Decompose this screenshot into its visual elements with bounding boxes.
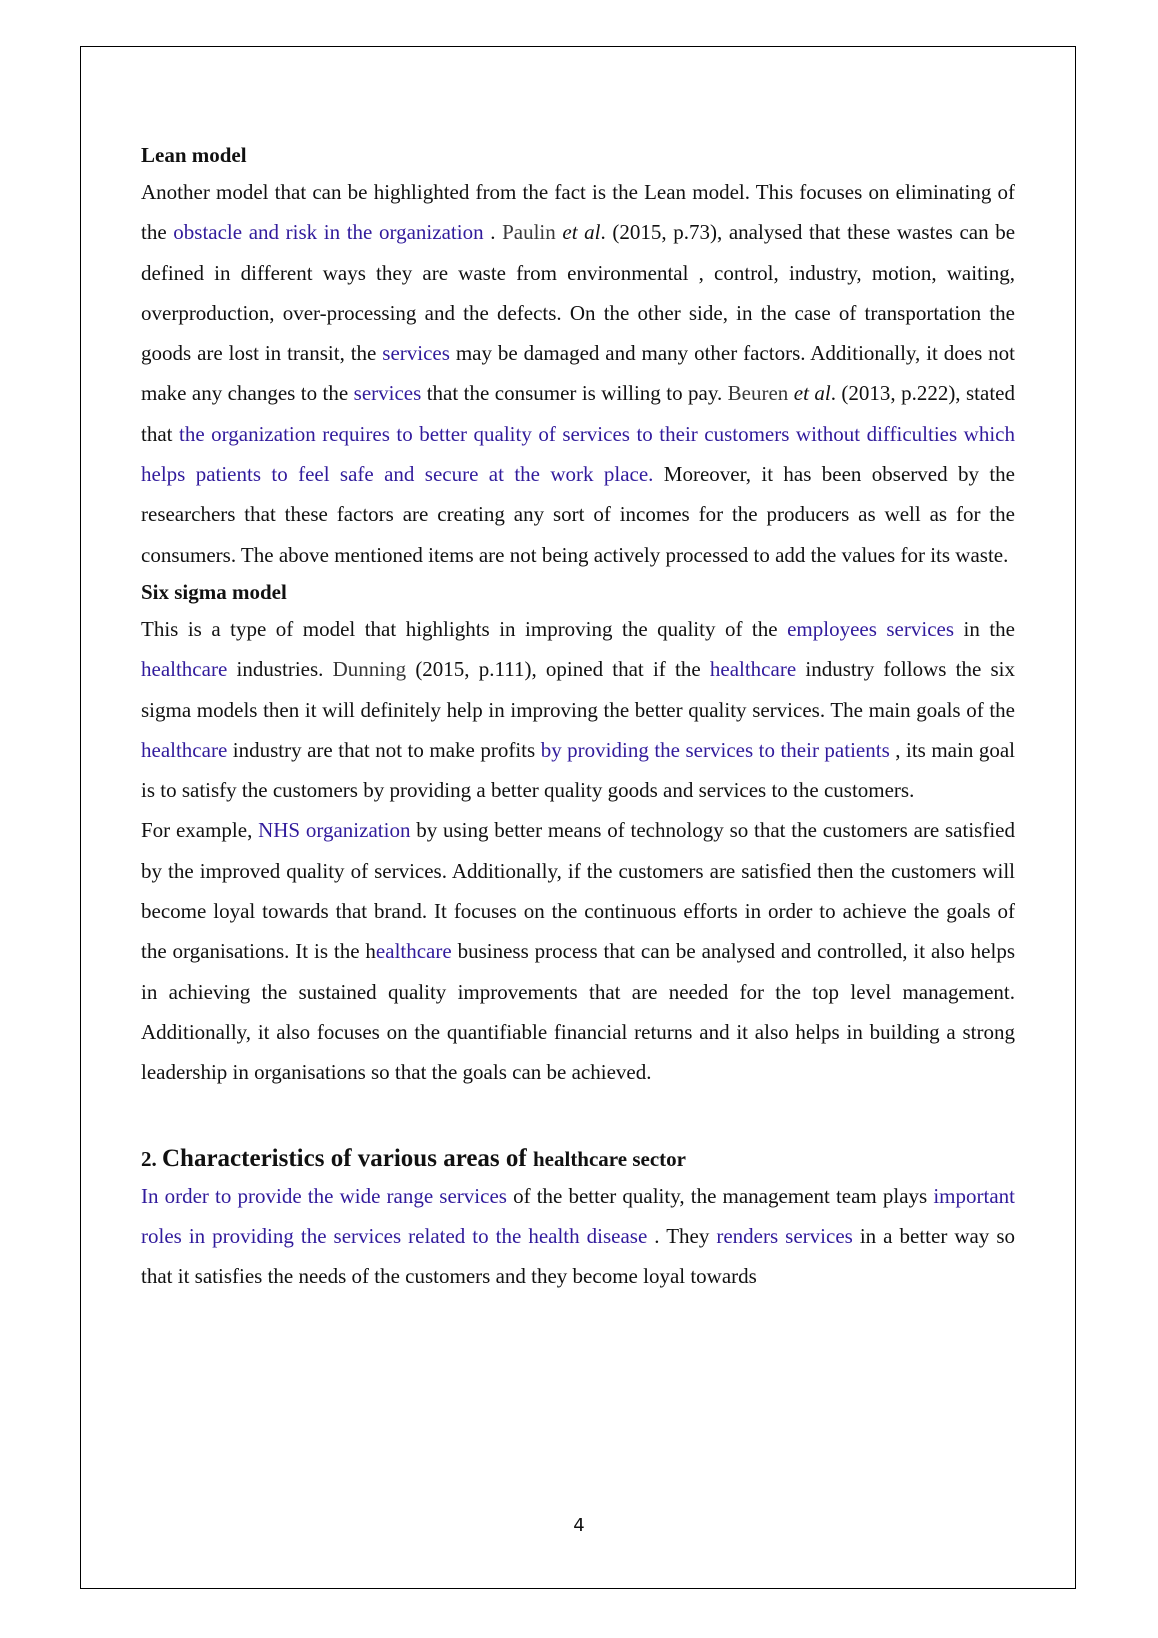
document-body <box>141 138 1015 1296</box>
hyperlink-renders-services[interactable]: renders services <box>716 1223 853 1248</box>
hyperlink-healthcare[interactable]: ealthcare <box>375 939 452 964</box>
hyperlink-wide-range-services[interactable]: In order to provide the wide range services <box>141 1183 507 1208</box>
text: industry follows the six sigma models then it will definitely help in improving the better quality services. The main goals of the <box>141 657 1015 722</box>
text: This is a type of model that highlights in improving the quality of the <box>141 616 788 641</box>
text: industry are that not to make profits <box>227 737 541 762</box>
text: in a better way so that it satisfies the needs of the customers and they become loyal towards <box>141 1223 1015 1289</box>
hyperlink-providing-services[interactable]: by providing the services to their patients <box>540 737 890 762</box>
page-number: 4 <box>573 1515 585 1536</box>
text: . (2013, p.222), stated that <box>141 381 1015 446</box>
text: Another model that can be highlighted from the fact is the Lean model. This focuses on eliminating of the <box>141 180 1015 245</box>
hyperlink-healthcare[interactable]: healthcare <box>141 737 228 762</box>
hyperlink-nhs-organization[interactable]: NHS organization <box>258 818 411 843</box>
section-heading-characteristics <box>141 1139 1015 1176</box>
hyperlink-healthcare[interactable]: healthcare <box>709 657 797 682</box>
hyperlink-services[interactable]: services <box>353 381 422 406</box>
text: of the better quality, the management team plays <box>506 1183 934 1208</box>
text: by using better means of technology so that the customers are satisfied by the improved quality of services. Additionally, if the customers are satisfied then the customers will become loyal towards that brand. It focuses on the continuous efforts in order to achieve the goals of the organisations. It is the h <box>141 818 1015 964</box>
text: may be damaged and many other factors. Additionally, it does not make any changes to the <box>141 341 1015 406</box>
hyperlink-services[interactable]: services <box>382 341 450 366</box>
text: business process that can be analysed and controlled, it also helps in achieving the sustained quality improvements that are needed for the top level management. Additionally, it also focuses on the quantifiable financial returns and it also helps in building a strong leadership in organisations so that the goals can be achieved. <box>141 939 1016 1085</box>
text: For example, <box>141 818 259 843</box>
hyperlink-organization-quality[interactable]: the organization requires to better quality of services to their customers without difficulties which helps patients to feel safe and secure at the work place. <box>141 421 1015 487</box>
hyperlink-important-roles[interactable]: important roles in providing the services related to the health disease <box>141 1183 1015 1248</box>
section-title-tail: healthcare sector <box>532 1146 686 1171</box>
text: . <box>483 220 503 245</box>
citation-etal: et al <box>793 381 831 406</box>
text: that the consumer is willing to pay. <box>421 381 728 406</box>
paragraph-six-sigma-2 <box>141 810 1015 1092</box>
section-number: 2. <box>141 1146 162 1171</box>
paragraph-characteristics <box>141 1176 1015 1297</box>
text: Moreover, it has been observed by the researchers that these factors are creating any sort of incomes for the producers as well as for the consumers. The above mentioned items are not being actively processed to add the values for its waste. <box>141 462 1015 567</box>
text: . (2015, p.73), analysed that these wastes can be defined in different ways they are waste from environmental , control, industry, motion, waiting, overproduction, over-processing and the defects. On the other side, in the case of transportation the goods are lost in transit, the <box>141 220 1016 366</box>
text: in the <box>954 616 1015 641</box>
text: (2015, p.111), opined that if the <box>406 657 710 682</box>
section-title-main: Characteristics of various areas of <box>162 1144 533 1172</box>
hyperlink-employees-services[interactable]: employees services <box>787 616 955 641</box>
text: , its main goal is to satisfy the customers by providing a better quality goods and services to the customers. <box>141 737 1015 803</box>
hyperlink-healthcare[interactable]: healthcare <box>141 657 228 682</box>
text: . They <box>647 1223 717 1248</box>
heading-six-sigma-model: Six sigma model <box>141 579 287 604</box>
paragraph-six-sigma-1 <box>141 609 1015 810</box>
citation-beuren: Beuren <box>727 381 794 406</box>
citation-etal: et al <box>562 220 601 245</box>
text: industries. <box>227 657 333 682</box>
heading-lean-model: Lean model <box>141 143 247 167</box>
citation-paulin: Paulin <box>502 220 563 245</box>
hyperlink-obstacle-risk[interactable]: obstacle and risk in the organization <box>173 220 484 245</box>
paragraph-lean-model <box>141 172 1015 575</box>
citation-dunning: Dunning <box>332 657 407 682</box>
